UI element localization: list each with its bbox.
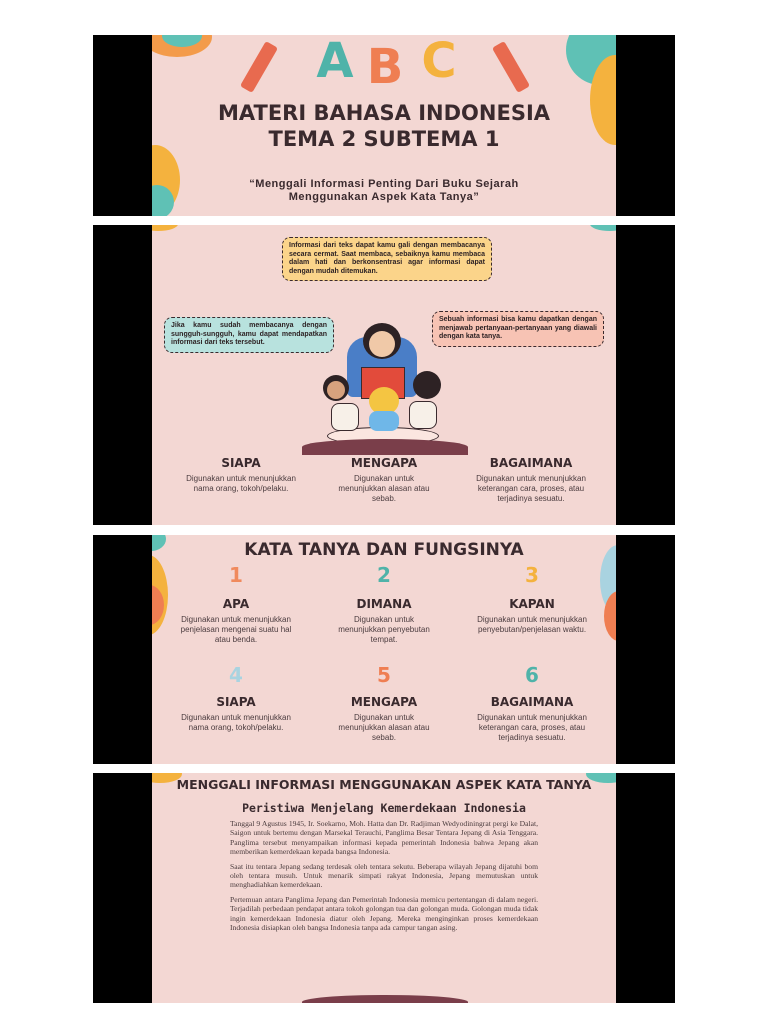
item-desc: Digunakan untuk menunjukkan nama orang, tokoh/pelaku. bbox=[181, 713, 291, 732]
item-title: APA bbox=[222, 597, 250, 611]
article-title: Peristiwa Menjelang Kemerdekaan Indonesia bbox=[242, 801, 526, 815]
item-desc: Digunakan untuk menunjukkan keterangan cara, proses, atau terjadinya sesuatu. bbox=[477, 713, 587, 742]
item-title: SIAPA bbox=[216, 695, 256, 709]
item-title: MENGAPA bbox=[350, 695, 418, 709]
item-desc: Digunakan untuk menunjukkan penjelasan mengenai suatu hal atau benda. bbox=[180, 615, 292, 644]
item-number: 2 bbox=[377, 563, 391, 587]
item-desc: Digunakan untuk menunjukkan penyebutan tempat. bbox=[338, 615, 430, 644]
page-title: MATERI BAHASA INDONESIA bbox=[217, 101, 551, 125]
article-paragraph: Tanggal 9 Agustus 1945, Ir. Soekarno, Moh. Hatta dan Dr. Radjiman Wedyodiningrat pergi ke Dalat, Saigon untuk bertemu dengan Marsekal Terauchi, Panglima Besar Tentara Jepang di Asia Tenggara. Panglima tersebut menyampaikan informasi kepada pemerintah Indonesia bahwa Jepang akan memberikan kemerdekaan kepada bangsa Indonesia. bbox=[230, 819, 538, 857]
slide-2 bbox=[93, 225, 675, 525]
slide-3-canvas bbox=[152, 535, 616, 764]
page-subtitle: TEMA 2 SUBTEMA 1 bbox=[268, 127, 500, 151]
column-desc: Digunakan untuk menunjukkan keterangan cara, proses, atau terjadinya sesuatu. bbox=[476, 474, 586, 503]
pencil-icon bbox=[492, 41, 530, 93]
column-title: BAGAIMANA bbox=[489, 456, 573, 470]
slide-3 bbox=[93, 535, 675, 764]
column-desc: Digunakan untuk menunjukkan alasan atau sebab. bbox=[338, 474, 430, 503]
decor-wave bbox=[302, 995, 468, 1003]
slide-2-canvas bbox=[152, 225, 616, 525]
item-title: BAGAIMANA bbox=[490, 695, 574, 709]
subtitle-line-1: “Menggali Informasi Penting Dari Buku Sejarah bbox=[249, 178, 519, 190]
decor-wave bbox=[302, 439, 468, 455]
letter-c: C bbox=[421, 35, 457, 89]
column-title: MENGAPA bbox=[350, 456, 418, 470]
item-number: 3 bbox=[525, 563, 539, 587]
reading-children-illustration bbox=[317, 323, 447, 445]
slide-1 bbox=[93, 35, 675, 216]
slide-1-canvas bbox=[152, 35, 616, 216]
column-title: SIAPA bbox=[221, 456, 261, 470]
subtitle-line-2: Menggunakan Aspek Kata Tanya” bbox=[288, 191, 480, 203]
item-number: 6 bbox=[525, 663, 539, 687]
slide-4 bbox=[93, 773, 675, 1003]
item-title: DIMANA bbox=[356, 597, 412, 611]
letter-a: A bbox=[316, 35, 354, 89]
info-bubble-right: Sebuah informasi bisa kamu dapatkan dengan menjawab pertanyaan-pertanyaan yang diawali dengan kata tanya. bbox=[432, 311, 604, 347]
article-body bbox=[230, 819, 538, 937]
article-paragraph: Pertemuan antara Panglima Jepang dan Pemerintah Indonesia memicu pertentangan di dalam negeri. Terjadilah perbedaan pendapat antara tokoh golongan tua dan golongan muda. Golongan muda tidak ingin kemerdekaan Indonesia diatur oleh Jepang. Mereka menginginkan proses kemerdekaan Indonesia disiapkan oleh bangsa Indonesia tanpa ada campur tangan asing. bbox=[230, 894, 538, 933]
page-title: MENGGALI INFORMASI MENGGUNAKAN ASPEK KATA TANYA bbox=[176, 777, 592, 792]
page-title: KATA TANYA DAN FUNGSINYA bbox=[244, 540, 524, 560]
item-desc: Digunakan untuk menunjukkan penyebutan/penjelasan waktu. bbox=[477, 615, 587, 634]
column-desc: Digunakan untuk menunjukkan nama orang, tokoh/pelaku. bbox=[186, 474, 296, 493]
item-number: 4 bbox=[229, 663, 243, 687]
item-number: 1 bbox=[229, 563, 243, 587]
item-desc: Digunakan untuk menunjukkan alasan atau sebab. bbox=[338, 713, 430, 742]
info-bubble-left: Jika kamu sudah membacanya dengan sungguh-sungguh, kamu dapat mendapatkan informasi dari teks tersebut. bbox=[164, 317, 334, 353]
item-title: KAPAN bbox=[509, 597, 555, 611]
letter-b: B bbox=[366, 39, 404, 95]
slide-4-canvas bbox=[152, 773, 616, 1003]
pencil-icon bbox=[240, 41, 278, 93]
item-number: 5 bbox=[377, 663, 391, 687]
info-bubble-top: Informasi dari teks dapat kamu gali dengan membacanya secara cermat. Saat membaca, sebaiknya kamu membaca dalam hati dan berkonsentrasi agar informasi dapat dengan mudah ditemukan. bbox=[282, 237, 492, 281]
article-paragraph: Saat itu tentara Jepang sedang terdesak oleh tentara sekutu. Beberapa wilayah Jepang dijatuhi bom oleh tentara musuh. Untuk menarik simpati rakyat Indonesia, Jepang memutuskan untuk menghadiahkan kemerdekaan. bbox=[230, 861, 538, 890]
decor-blob bbox=[590, 225, 616, 231]
decor-blob bbox=[152, 225, 178, 231]
